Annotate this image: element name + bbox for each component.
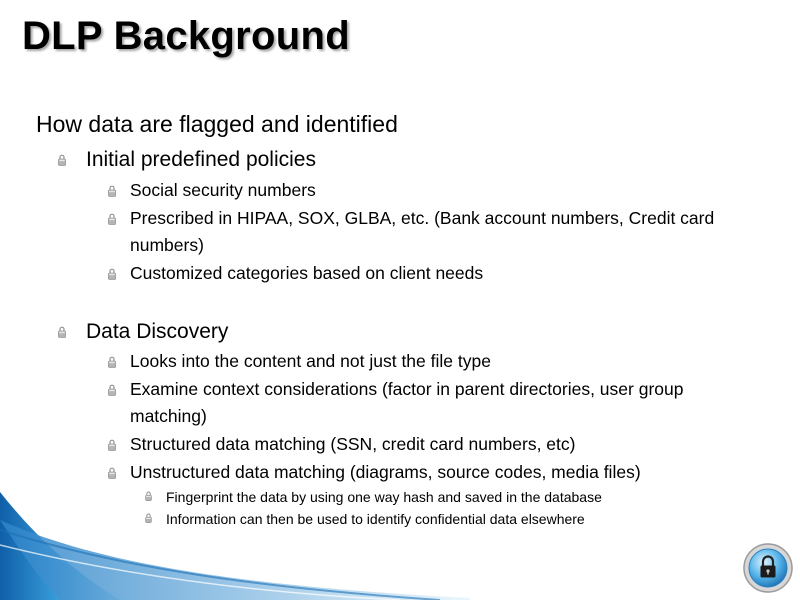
list-item-text: Structured data matching (SSN, credit card numbers, etc) bbox=[130, 434, 576, 454]
list-item-text: Unstructured data matching (diagrams, source codes, media files) bbox=[130, 462, 641, 482]
lock-bullet-icon bbox=[108, 467, 116, 479]
list-item bbox=[108, 431, 575, 458]
section-heading bbox=[58, 148, 316, 172]
lock-bullet-icon bbox=[108, 356, 116, 368]
lock-bullet-icon bbox=[108, 439, 116, 451]
list-item-text: Customized categories based on client needs bbox=[130, 263, 484, 283]
list-item bbox=[108, 177, 316, 204]
list-item bbox=[108, 459, 641, 486]
lock-bullet-icon bbox=[108, 213, 116, 225]
slide-subtitle: How data are flagged and identified bbox=[36, 111, 398, 137]
section-heading-text: Initial predefined policies bbox=[86, 148, 316, 171]
section-heading-text: Data Discovery bbox=[86, 320, 229, 343]
list-item-text: Looks into the content and not just the file type bbox=[130, 351, 491, 371]
list-item bbox=[108, 348, 491, 375]
lock-bullet-icon bbox=[58, 154, 66, 166]
list-item bbox=[108, 376, 728, 430]
padlock-button[interactable] bbox=[742, 542, 794, 594]
slide-title: DLP Background bbox=[22, 14, 350, 58]
list-item bbox=[108, 260, 483, 287]
sub-list-item-text: Fingerprint the data by using one way hash and saved in the database bbox=[166, 489, 602, 505]
list-item bbox=[108, 205, 728, 259]
decorative-swoosh bbox=[0, 490, 470, 600]
lock-bullet-icon bbox=[108, 185, 116, 197]
list-item-text: Prescribed in HIPAA, SOX, GLBA, etc. (Bank account numbers, Credit card numbers) bbox=[130, 208, 715, 255]
lock-bullet-icon bbox=[108, 384, 116, 396]
sub-list-item-text: Information can then be used to identify confidential data elsewhere bbox=[166, 511, 585, 527]
lock-bullet-icon bbox=[108, 268, 116, 280]
lock-bullet-icon bbox=[58, 326, 66, 338]
list-item-text: Social security numbers bbox=[130, 180, 316, 200]
list-item-text: Examine context considerations (factor in parent directories, user group matching) bbox=[130, 379, 684, 426]
section-heading bbox=[58, 320, 228, 344]
